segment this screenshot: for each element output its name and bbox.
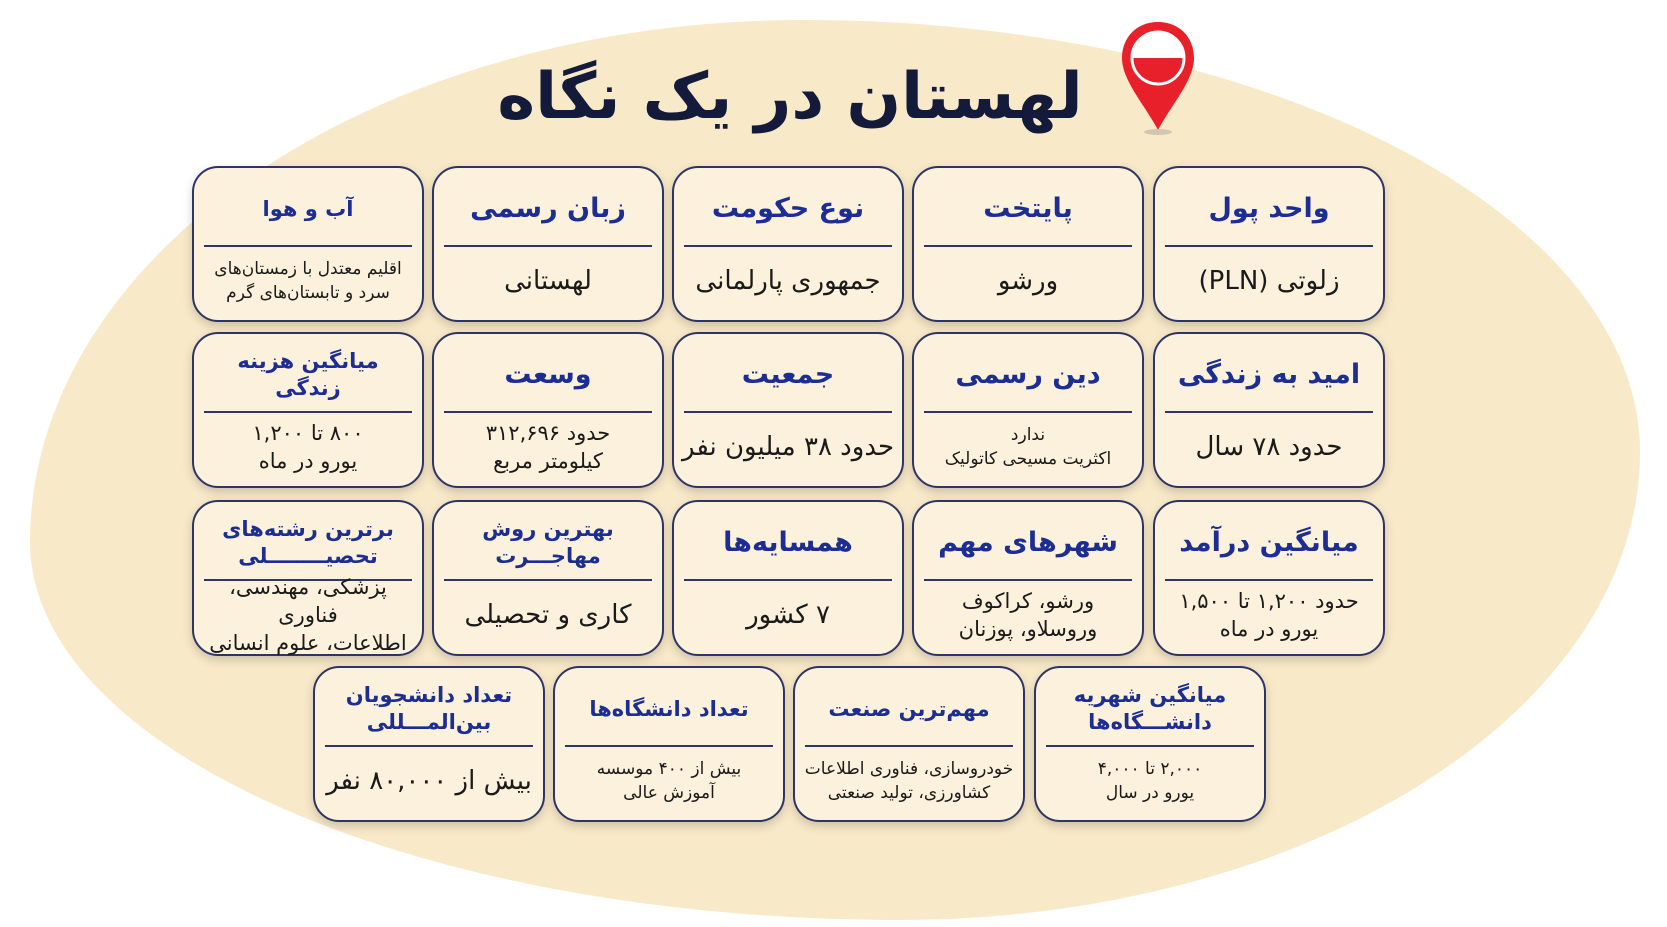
card-value [440,250,656,312]
info-card [912,500,1144,656]
card-divider [924,411,1132,413]
card-value [680,250,896,312]
card-value-line: کاری و تحصیلی [464,600,632,630]
card-divider [1165,579,1373,581]
card-value [200,575,416,655]
card-value-line: آموزش عالی [623,783,715,803]
card-value-line: بیش از ۴۰۰ موسسه [596,759,742,779]
card-value-line: جمهوری پارلمانی [695,266,881,296]
info-card [672,166,904,322]
card-value [1161,584,1377,646]
card-heading: میانگین شهریه دانشـــگاه‌ها [1073,683,1227,734]
card-value-line: ۲,۰۰۰ تا ۴,۰۰۰ [1097,759,1203,779]
card-value [440,416,656,478]
card-value [1161,416,1377,478]
card-value-line: ورشو، کراکوف [961,589,1095,613]
card-divider [325,745,533,747]
card-value-line: کیلومتر مربع [493,449,603,473]
card-value-line: زلوتی (PLN) [1198,266,1340,296]
info-card [912,332,1144,488]
card-divider [565,745,773,747]
info-card [432,332,664,488]
card-divider [684,579,892,581]
info-card [192,166,424,322]
card-value [1042,750,1258,812]
card-heading: برترین رشته‌های تحصیــــــــلی [222,517,394,568]
card-divider [204,245,412,247]
info-card [553,666,785,822]
card-heading: میانگین درآمد [1179,527,1359,558]
card-value [561,750,777,812]
card-divider [444,245,652,247]
card-heading: بهترین روش مهاجـــرت [482,517,614,568]
card-value [200,250,416,312]
card-value [1161,250,1377,312]
info-card [672,332,904,488]
card-value-line: اقلیم معتدل با زمستان‌های [214,259,402,279]
card-value-line: ۸۰۰ تا ۱,۲۰۰ [252,421,364,445]
info-card [192,332,424,488]
card-value [801,750,1017,812]
card-heading: نوع حکومت [711,193,865,224]
card-value-line: یورو در سال [1105,783,1195,803]
card-heading: آب و هوا [262,196,354,221]
card-heading: پایتخت [983,193,1073,224]
card-value-line: اکثریت مسیحی کاتولیک [944,449,1112,469]
card-divider [924,579,1132,581]
info-card [672,500,904,656]
card-value-line: پزشکی، مهندسی، فناوری [229,575,387,627]
card-divider [444,411,652,413]
card-divider [444,579,652,581]
card-heading: تعداد دانشگاه‌ها [589,696,749,721]
card-divider [684,245,892,247]
card-value-line: ۷ کشور [746,600,830,630]
card-value-line: لهستانی [504,266,592,296]
card-value [920,584,1136,646]
card-value-line: یورو در ماه [1219,617,1319,641]
info-card [1153,332,1385,488]
card-divider [204,411,412,413]
info-card [432,166,664,322]
info-card [793,666,1025,822]
card-heading: مهم‌ترین صنعت [828,696,990,721]
card-value-line: وروسلاو، پوزنان [958,617,1098,641]
card-heading: همسایه‌ها [723,527,853,558]
info-card [432,500,664,656]
map-pin-flag-icon [1118,18,1198,138]
card-heading: زبان رسمی [470,193,626,224]
card-value-line: حدود ۳۱۲,۶۹۶ [485,421,611,445]
info-card [1034,666,1266,822]
card-divider [1165,245,1373,247]
card-value-line: کشاورزی، تولید صنعتی [827,783,991,803]
card-heading: میانگین هزینه زندگی [237,349,379,400]
card-value [920,416,1136,478]
page-title: لهستان در یک نگاه [497,60,1083,134]
info-card [1153,166,1385,322]
card-heading: دین رسمی [955,359,1101,390]
card-value [200,416,416,478]
card-divider [1165,411,1373,413]
card-value-line: ندارد [1010,425,1046,445]
card-value-line: حدود ۳۸ میلیون نفر [681,432,895,462]
card-heading: واحد پول [1208,193,1330,224]
card-value-line: یورو در ماه [258,449,358,473]
card-value-line: بیش از ۸۰,۰۰۰ نفر [326,766,532,796]
card-heading: وسعت [504,359,592,390]
card-divider [1046,745,1254,747]
card-value-line: ورشو [997,266,1059,296]
card-heading: تعداد دانشجویان بین‌المـــللی [345,683,513,734]
card-heading: امید به زندگی [1177,359,1361,390]
card-value-line: حدود ۷۸ سال [1195,432,1343,462]
card-value [680,416,896,478]
card-heading: شهرهای مهم [938,527,1118,558]
card-divider [684,411,892,413]
info-card [192,500,424,656]
card-value [440,584,656,646]
card-divider [924,245,1132,247]
card-value [321,750,537,812]
info-card [313,666,545,822]
card-value [920,250,1136,312]
card-value-line: سرد و تابستان‌های گرم [226,283,390,303]
card-heading: جمعیت [741,359,835,390]
card-value-line: حدود ۱,۲۰۰ تا ۱,۵۰۰ [1179,589,1359,613]
card-divider [805,745,1013,747]
info-card [912,166,1144,322]
info-card [1153,500,1385,656]
card-value [680,584,896,646]
card-value-line: اطلاعات، علوم انسانی [209,631,407,655]
card-value-line: خودروسازی، فناوری اطلاعات [804,759,1014,779]
